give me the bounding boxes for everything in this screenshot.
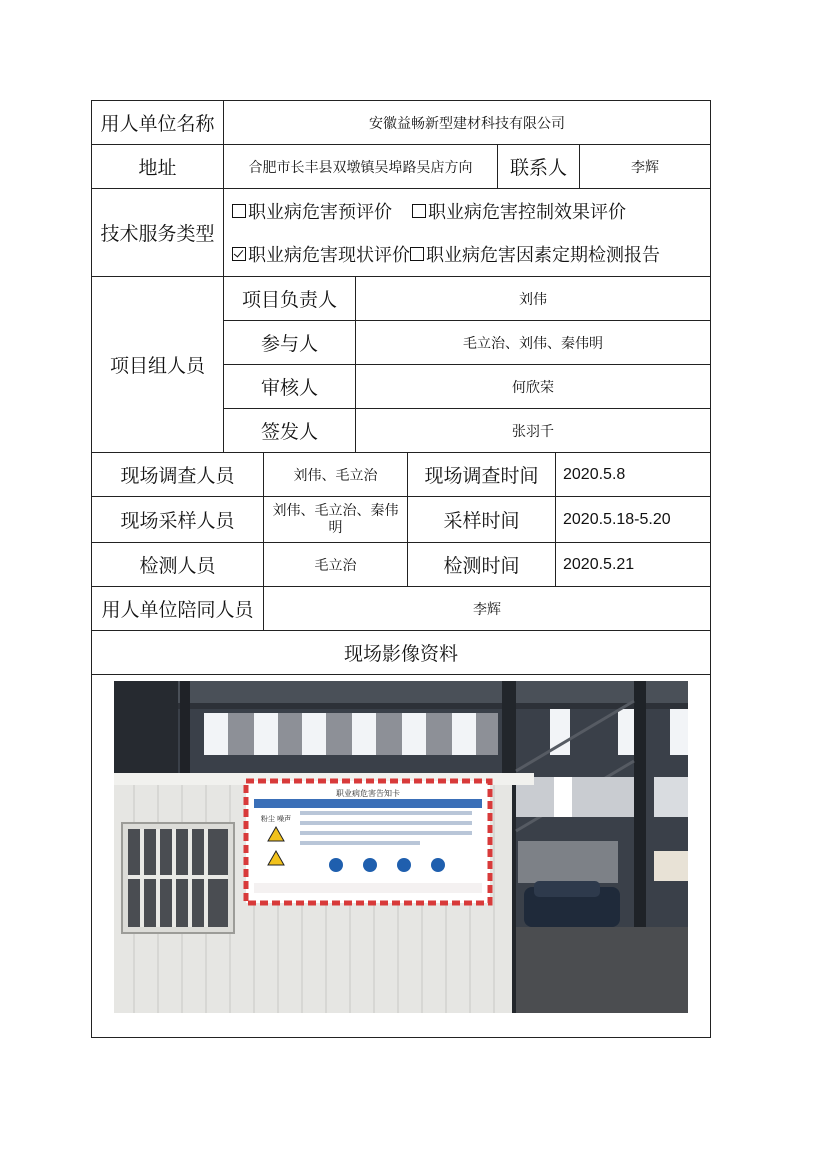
- photos-heading-row: [92, 631, 711, 675]
- testing-people: 毛立治: [264, 543, 408, 587]
- employer-label: 用人单位名称: [92, 101, 224, 145]
- role-name: 何欣荣: [356, 365, 711, 409]
- escort-value: 李辉: [264, 587, 711, 631]
- photos-heading: 现场影像资料: [92, 631, 711, 675]
- checkbox-current-status[interactable]: [232, 247, 246, 261]
- escort-row: [92, 587, 711, 631]
- testing-row: [92, 543, 711, 587]
- info-table: [91, 100, 711, 1038]
- contact-value: 李辉: [631, 159, 660, 176]
- sampling-row: [92, 497, 711, 543]
- survey-people: 刘伟、毛立治: [264, 453, 408, 497]
- testing-time: 2020.5.21: [556, 543, 711, 587]
- survey-label: 现场调查人员: [92, 453, 264, 497]
- role-label: 参与人: [224, 321, 356, 365]
- role-label: 签发人: [224, 409, 356, 453]
- survey-row: [92, 453, 711, 497]
- employer-value: 安徽益畅新型建材科技有限公司: [224, 101, 711, 145]
- address-label: 地址: [92, 145, 224, 189]
- checkbox-periodic-testing[interactable]: [410, 247, 424, 261]
- photos-row: [92, 675, 711, 1038]
- team-row-lead: [92, 277, 711, 321]
- poster-title: 职业病危害告知卡: [336, 789, 401, 798]
- escort-label: 用人单位陪同人员: [92, 587, 264, 631]
- service-type-row: [92, 189, 711, 277]
- record-form: [91, 100, 710, 1038]
- option-current-status: 职业病危害现状评价: [248, 245, 410, 266]
- testing-label: 检测人员: [92, 543, 264, 587]
- survey-time: 2020.5.8: [556, 453, 711, 497]
- hazard-notice-poster: [246, 781, 490, 903]
- contact-label: 联系人: [498, 145, 580, 188]
- role-name: 毛立治、刘伟、秦伟明: [356, 321, 711, 365]
- role-name: 张羽千: [356, 409, 711, 453]
- sampling-label: 现场采样人员: [92, 497, 264, 543]
- role-label: 项目负责人: [224, 277, 356, 321]
- role-name: 刘伟: [356, 277, 711, 321]
- team-label: 项目组人员: [92, 277, 224, 453]
- sampling-time: 2020.5.18-5.20: [556, 497, 711, 543]
- option-preassessment: 职业病危害预评价: [248, 202, 392, 223]
- employer-row: [92, 101, 711, 145]
- address-row: [92, 145, 711, 189]
- sampling-people: 刘伟、毛立治、秦伟明: [264, 497, 408, 543]
- role-label: 审核人: [224, 365, 356, 409]
- survey-time-label: 现场调查时间: [408, 453, 556, 497]
- option-control-effect: 职业病危害控制效果评价: [428, 202, 626, 223]
- checkbox-preassessment[interactable]: [232, 204, 246, 218]
- testing-time-label: 检测时间: [408, 543, 556, 587]
- checkbox-control-effect[interactable]: [412, 204, 426, 218]
- option-periodic-testing: 职业病危害因素定期检测报告: [426, 245, 660, 266]
- service-type-label: 技术服务类型: [92, 189, 224, 277]
- poster-hazards: 粉尘 噪声: [260, 815, 292, 823]
- service-type-options: [224, 189, 711, 277]
- sampling-time-label: 采样时间: [408, 497, 556, 543]
- address-value: 合肥市长丰县双墩镇吴埠路吴店方向: [224, 145, 498, 189]
- site-photo: [114, 681, 688, 1013]
